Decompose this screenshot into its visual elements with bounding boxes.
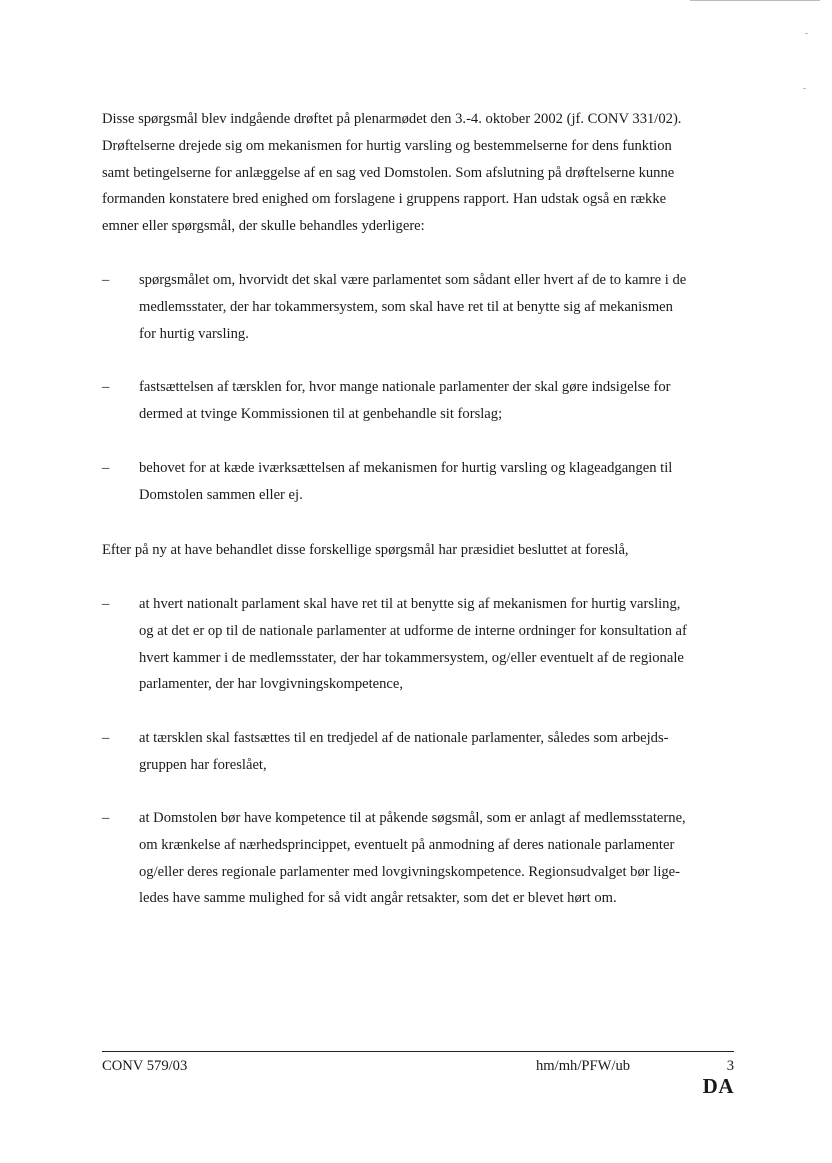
list-item-line: ledes have samme mulighed for så vidt angår retsakter, som det er blevet hørt om. [139, 890, 617, 907]
scan-mark-right-2 [803, 88, 806, 89]
list-dash: – [102, 730, 110, 746]
footer-doc-ref: CONV 579/03 [102, 1058, 188, 1074]
list-item-line: fastsættelsen af tærsklen for, hvor mange nationale parlamenter der skal gøre indsigelse for [139, 379, 671, 395]
list-dash: – [102, 460, 110, 476]
list-item-line: behovet for at kæde iværksættelsen af mekanismen for hurtig varsling og klageadgangen til [139, 460, 673, 476]
list-item-line: om krænkelse af nærhedsprincippet, eventuelt på anmodning af deres nationale parlamenter [139, 836, 675, 853]
list-item-line: og at det er op til de nationale parlamenter at udforme de interne ordninger for konsultation af [139, 622, 687, 639]
list-item-line: parlamenter, der har lovgivningskompetence, [139, 676, 404, 693]
list-item-line: at tærsklen skal fastsættes til en tredjedel af de nationale parlamenter, således som arbejds- [139, 730, 669, 746]
list-dash: – [102, 272, 110, 288]
list-item-text [139, 725, 739, 779]
list-item-line: spørgsmålet om, hvorvidt det skal være parlamentet som sådant eller hvert af de to kamre i de [139, 272, 687, 288]
list-item-line: gruppen har foreslået, [139, 756, 267, 773]
intro-line: samt betingelserne for anlæggelse af en sag ved Domstolen. Som afslutning på drøftelserne kunne [102, 164, 675, 181]
list-item-text [139, 591, 739, 698]
list-item-text [139, 374, 739, 428]
intro-paragraph [102, 106, 742, 240]
list-dash: – [102, 379, 110, 395]
middle-paragraph [102, 537, 742, 564]
footer-page-number: 3 [726, 1058, 734, 1074]
list-dash: – [102, 810, 110, 826]
footer-initials: hm/mh/PFW/ub [536, 1058, 631, 1074]
list-item-line: at hvert nationalt parlament skal have ret til at benytte sig af mekanismen for hurtig varsling, [139, 596, 681, 612]
list-item-line: for hurtig varsling. [139, 325, 249, 342]
list-dash: – [102, 596, 110, 612]
list-item-line: hvert kammer i de medlemsstater, der har tokammersystem, og/eller eventuelt af de regionale [139, 649, 684, 666]
list-item-line: at Domstolen bør have kompetence til at påkende søgsmål, som er anlagt af medlemsstaterne, [139, 810, 686, 826]
list-item-line: og/eller deres regionale parlamenter med lovgivningskompetence. Regionsudvalget bør lige- [139, 863, 681, 880]
list-item-line: medlemsstater, der har tokammersystem, som skal have ret til at benytte sig af mekanismen [139, 298, 673, 315]
footer-language-code: DA [702, 1074, 734, 1098]
intro-line: Drøftelserne drejede sig om mekanismen for hurtig varsling og bestemmelserne for dens funktion [102, 137, 672, 154]
list-item-line: Domstolen sammen eller ej. [139, 486, 303, 503]
intro-line: Disse spørgsmål blev indgående drøftet på plenarmødet den 3.-4. oktober 2002 (jf. CONV 331/02). [102, 111, 682, 127]
list-item-text [139, 455, 739, 509]
scan-mark-top [690, 0, 820, 1]
scan-mark-right-1 [805, 33, 808, 34]
list-item-text [139, 267, 739, 347]
list-item-line: dermed at tvinge Kommissionen til at genbehandle sit forslag; [139, 405, 503, 422]
middle-line: Efter på ny at have behandlet disse forskellige spørgsmål har præsidiet besluttet at foreslå, [102, 542, 629, 558]
footer-divider [102, 1051, 734, 1052]
intro-line: emner eller spørgsmål, der skulle behandles yderligere: [102, 218, 425, 235]
list-item-text [139, 805, 739, 912]
intro-line: formanden konstatere bred enighed om forslagene i gruppens rapport. Han udstak også en række [102, 191, 667, 208]
